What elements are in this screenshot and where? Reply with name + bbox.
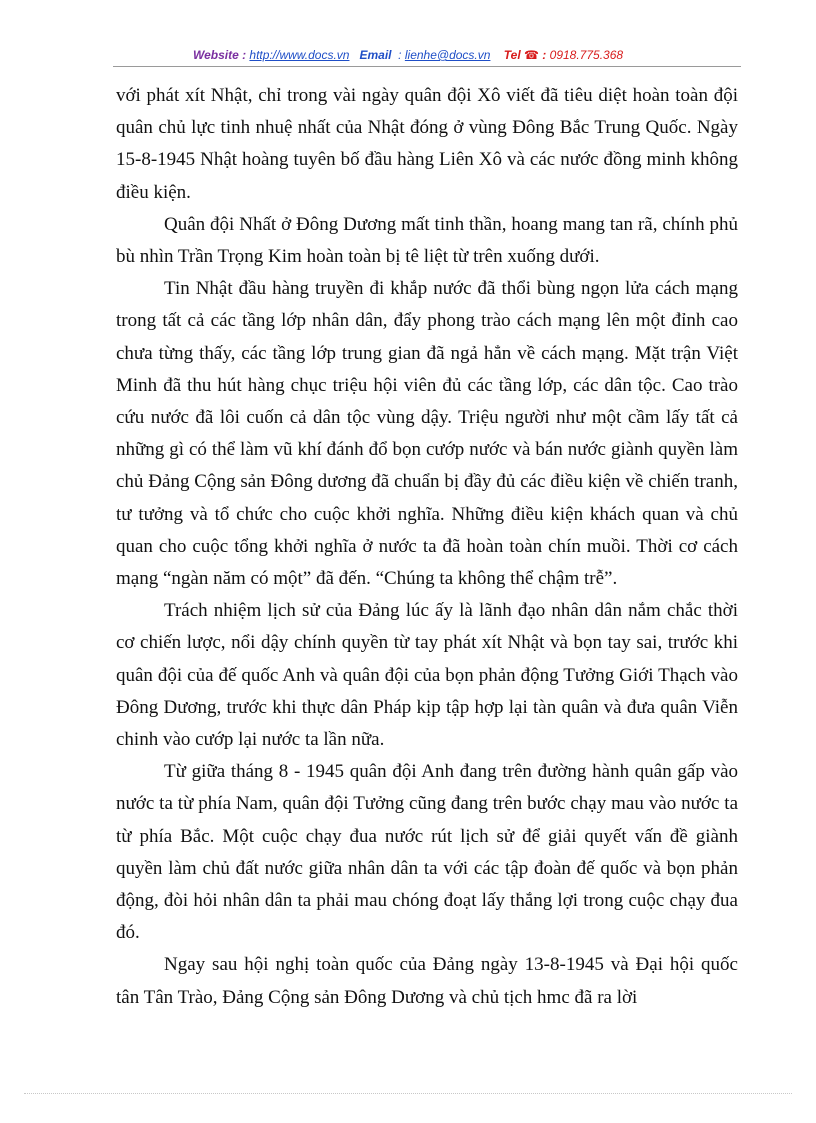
email-label: Email	[359, 48, 392, 62]
email-separator: :	[398, 48, 402, 62]
paragraph-1: với phát xít Nhật, chỉ trong vài ngày quân đội Xô viết đã tiêu diệt hoàn toàn đội quân chủ lực tinh nhuệ nhất của Nhật đóng ở vùng Đông Bắc Trung Quốc. Ngày 15-8-1945 Nhật hoàng tuyên bố đầu hàng Liên Xô và các nước đồng minh không điều kiện.	[116, 85, 738, 203]
tel-value: 0918.775.368	[549, 48, 624, 62]
paragraph-6: Ngay sau hội nghị toàn quốc của Đảng ngày 13-8-1945 và Đại hội quốc tân Tân Trào, Đảng Cộng sản Đông Dương và chủ tịch hmc đã ra lời	[116, 954, 738, 1008]
document-body	[116, 80, 738, 1014]
website-label: Website :	[192, 48, 247, 62]
tel-label: Tel ☎ :	[503, 48, 547, 62]
header-divider	[113, 66, 741, 67]
paragraph-4: Trách nhiệm lịch sử của Đảng lúc ấy là lãnh đạo nhân dân nắm chắc thời cơ chiến lược, nổi dậy chính quyền từ tay phát xít Nhật và bọn tay sai, trước khi quân đội của đế quốc Anh và quân đội của bọn phản động Tưởng Giới Thạch vào Đông Dương, trước khi thực dân Pháp kịp tập hợp lại tàn quân và đưa quân Viễn chinh vào cướp lại nước ta lần nữa.	[116, 600, 738, 751]
email-link[interactable]: lienhe@docs.vn	[404, 48, 491, 62]
website-link[interactable]: http://www.docs.vn	[249, 48, 350, 62]
paragraph-2: Quân đội Nhất ở Đông Dương mất tinh thần, hoang mang tan rã, chính phủ bù nhìn Trần Trọng Kim hoàn toàn bị tê liệt từ trên xuống dưới.	[116, 213, 738, 268]
paragraph-3: Tin Nhật đầu hàng truyền đi khắp nước đã thổi bùng ngọn lửa cách mạng trong tất cả các tầng lớp nhân dân, đẩy phong trào cách mạng lên một đỉnh cao chưa từng thấy, các tầng lớp trung gian đã ngả hẳn về cách mạng. Mặt trận Việt Minh đã thu hút hàng chục triệu hội viên đủ các tầng lớp, các dân tộc. Cao trào cứu nước đã lôi cuốn cả dân tộc vùng dậy. Triệu người như một cầm lấy tất cả những gì có thể làm vũ khí đánh đổ bọn cướp nước và bán nước giành quyền làm chủ Đảng Cộng sản Đông dương đã chuẩn bị đầy đủ các điều kiện về chiến tranh, tư tưởng và tổ chức cho cuộc khởi nghĩa. Những điều kiện khách quan và chủ quan cho cuộc tổng khởi nghĩa ở nước ta đã hoàn toàn chín muồi. Thời cơ cách mạng “ngàn năm có một” đã đến. “Chúng ta không thể chậm trễ”.	[116, 278, 738, 590]
footer-divider	[24, 1093, 792, 1094]
paragraph-5: Từ giữa tháng 8 - 1945 quân đội Anh đang trên đường hành quân gấp vào nước ta từ phía Nam, quân đội Tưởng cũng đang trên bước chạy mau vào nước ta từ phía Bắc. Một cuộc chạy đua nước rút lịch sử để giải quyết vấn đề giành quyền làm chủ đất nước giữa nhân dân ta với các tập đoàn đế quốc và bọn phản động, đòi hỏi nhân dân ta phải mau chóng đoạt lấy thắng lợi trong cuộc chạy đua đó.	[116, 761, 738, 944]
page-header	[0, 46, 816, 64]
